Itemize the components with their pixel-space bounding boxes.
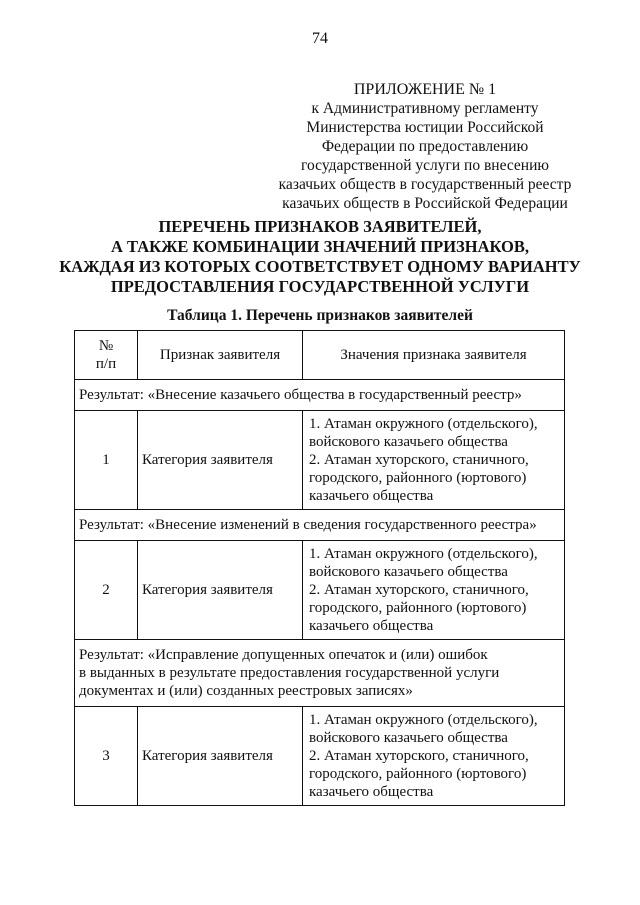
appendix-line: казачьих обществ в Российской Федерации: [282, 195, 568, 212]
row-attribute: Категория заявителя: [138, 707, 303, 806]
document-title-line: ПРЕДОСТАВЛЕНИЯ ГОСУДАРСТВЕННОЙ УСЛУГИ: [110, 277, 530, 296]
appendix-block: [270, 80, 580, 213]
row-number: 3: [75, 707, 138, 806]
header-number: № п/п: [75, 331, 138, 380]
row-values: 1. Атаман окружного (отдельского), войскового казачьего общества 2. Атаман хуторского, станичного, городского, районного (юртового) казачьего общества: [303, 707, 565, 806]
result-cell: Результат: «Внесение изменений в сведения государственного реестра»: [75, 510, 565, 541]
result-row: [75, 510, 565, 541]
header-values: Значения признака заявителя: [303, 331, 565, 380]
appendix-line: Федерации по предоставлению: [321, 138, 529, 155]
document-title-line: КАЖДАЯ ИЗ КОТОРЫХ СООТВЕТСТВУЕТ ОДНОМУ ВАРИАНТУ: [59, 257, 581, 276]
table-row: [75, 411, 565, 510]
result-cell: Результат: «Исправление допущенных опечаток и (или) ошибок в выданных в результате предоставления государственной услуги документах и (или) созданных реестровых записях»: [75, 640, 565, 707]
page-number: 74: [312, 30, 328, 47]
document-title: [40, 217, 600, 297]
result-row: [75, 380, 565, 411]
row-number: 2: [75, 541, 138, 640]
applicant-attributes-table: [74, 330, 565, 806]
table-caption: Таблица 1. Перечень признаков заявителей: [167, 307, 473, 324]
result-row: [75, 640, 565, 707]
row-attribute: Категория заявителя: [138, 541, 303, 640]
row-values: 1. Атаман окружного (отдельского), войскового казачьего общества 2. Атаман хуторского, станичного, городского, районного (юртового) казачьего общества: [303, 541, 565, 640]
header-attribute: Признак заявителя: [138, 331, 303, 380]
table-row: [75, 541, 565, 640]
document-title-line: ПЕРЕЧЕНЬ ПРИЗНАКОВ ЗАЯВИТЕЛЕЙ,: [158, 217, 482, 236]
appendix-title: ПРИЛОЖЕНИЕ № 1: [353, 81, 497, 98]
result-cell: Результат: «Внесение казачьего общества в государственный реестр»: [75, 380, 565, 411]
appendix-line: казачьих обществ в государственный реестр: [278, 176, 572, 193]
document-title-line: А ТАКЖЕ КОМБИНАЦИИ ЗНАЧЕНИЙ ПРИЗНАКОВ,: [110, 237, 530, 256]
table-row: [75, 707, 565, 806]
appendix-line: к Административному регламенту: [311, 100, 539, 117]
row-values: 1. Атаман окружного (отдельского), войскового казачьего общества 2. Атаман хуторского, станичного, городского, районного (юртового) казачьего общества: [303, 411, 565, 510]
table-header-row: [75, 331, 565, 380]
row-number: 1: [75, 411, 138, 510]
appendix-line: государственной услуги по внесению: [301, 157, 549, 174]
appendix-line: Министерства юстиции Российской: [306, 119, 544, 136]
row-attribute: Категория заявителя: [138, 411, 303, 510]
